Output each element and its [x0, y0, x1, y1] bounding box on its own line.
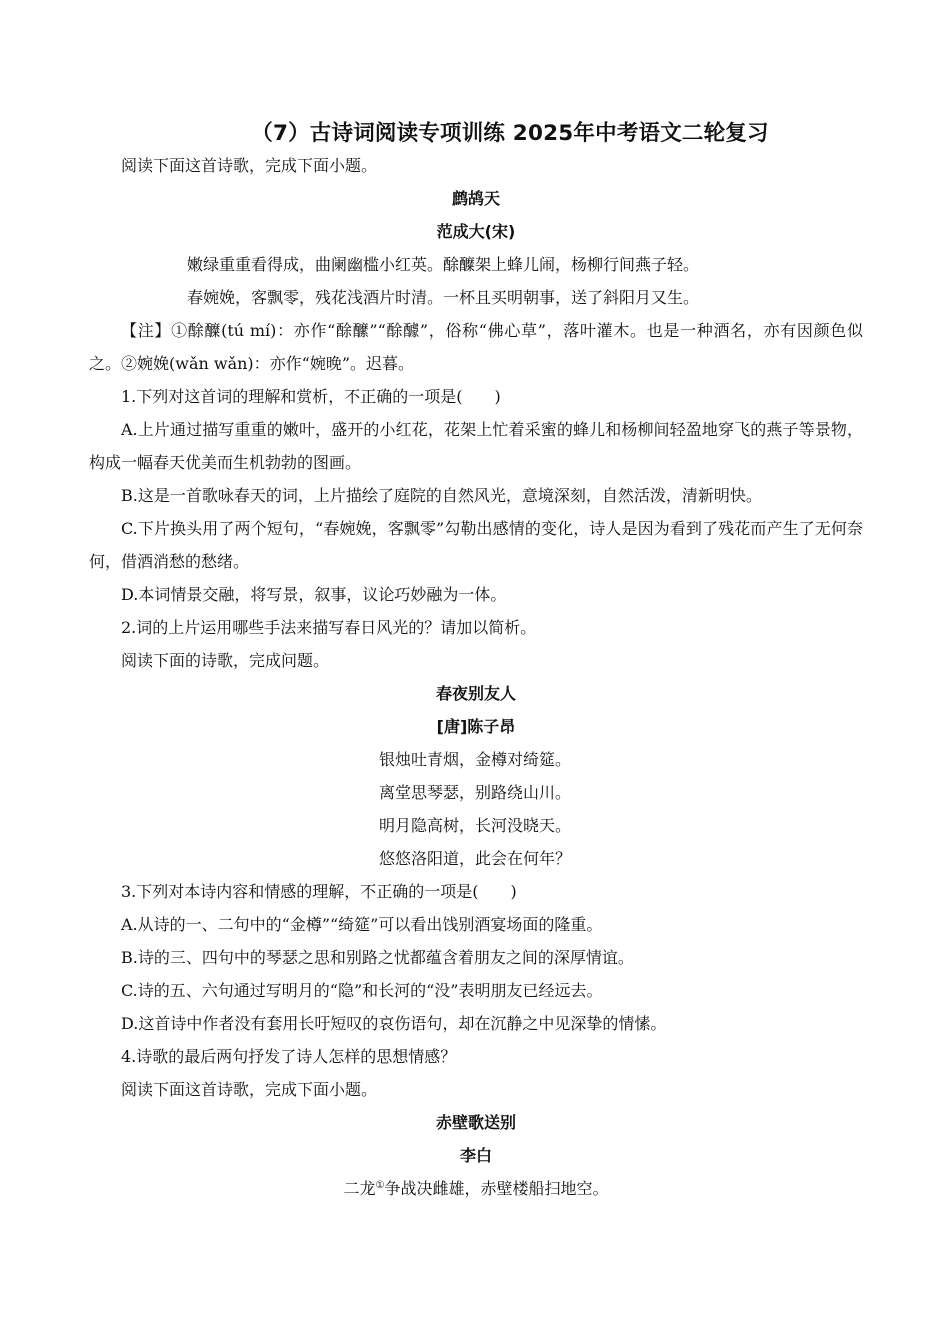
section1-intro: 阅读下面这首诗歌，完成下面小题。: [121, 156, 378, 175]
q1-option-d: D.本词情景交融，将写景，叙事，议论巧妙融为一体。: [121, 585, 507, 604]
footnote-marker: ①: [375, 1180, 385, 1191]
q3-option-a: A.从诗的一、二句中的“金樽”“绮筵”可以看出饯别酒宴场面的隆重。: [121, 915, 603, 934]
poem1-author: 范成大(宋): [436, 222, 516, 241]
poem1-title: 鹧鸪天: [451, 189, 500, 208]
question-2: 2.词的上片运用哪些手法来描写春日风光的？请加以简析。: [121, 618, 537, 637]
poem1-line: 春婉娩，客飘零，残花浅酒片时清。一杯且买明朝事，送了斜阳月又生。: [187, 288, 700, 307]
q3-option-d: D.这首诗中作者没有套用长吁短叹的哀伤语句，却在沉静之中见深挚的情愫。: [121, 1014, 667, 1033]
section2-intro: 阅读下面的诗歌，完成问题。: [121, 651, 330, 670]
question-3: 3.下列对本诗内容和情感的理解，不正确的一项是( ): [121, 882, 517, 901]
q1-option-c: C.下片换头用了两个短句，“春婉娩，客飘零”勾勒出感情的变化，诗人是因为看到了残花而产生了无何奈何，借酒消愁的愁绪。: [89, 519, 863, 571]
poem3-line-start: 二龙: [343, 1179, 376, 1198]
q3-option-c: C.诗的五、六句通过写明月的“隐”和长河的“没”表明朋友已经远去。: [121, 981, 603, 1000]
poem1-line: 嫩绿重重看得成，曲阑幽槛小红英。酴醾架上蜂儿闹，杨柳行间燕子轻。: [187, 255, 700, 274]
poem2-author: [唐]陈子昂: [436, 717, 516, 736]
q1-option-a: A.上片通过描写重重的嫩叶，盛开的小红花，花架上忙着采蜜的蜂儿和杨柳间轻盈地穿飞的燕子等景物，构成一幅春天优美而生机勃勃的图画。: [89, 420, 863, 472]
document-body: [89, 149, 863, 1205]
poem2-line: 悠悠洛阳道，此会在何年？: [379, 849, 572, 868]
poem3-line-end: 争战决雌雄，赤壁楼船扫地空。: [384, 1179, 609, 1198]
poem2-title: 春夜别友人: [435, 684, 516, 703]
section3-intro: 阅读下面这首诗歌，完成下面小题。: [121, 1080, 378, 1099]
poem3-author: 李白: [459, 1146, 492, 1165]
poem2-line: 银烛吐青烟，金樽对绮筵。: [379, 750, 572, 769]
poem1-note: 【注】①酴醾(tú mí)：亦作“酴醿”“酴醵”，俗称“佛心草”，落叶灌木。也是一种酒名，亦有因颜色似之。②婉娩(wǎn wǎn)：亦作“婉晚”。迟暮。: [89, 321, 863, 373]
page-title: （7）古诗词阅读专项训练 2025年中考语文二轮复习: [251, 121, 769, 146]
question-1: 1.下列对这首词的理解和赏析，不正确的一项是( ): [121, 387, 501, 406]
q1-option-b: B.这是一首歌咏春天的词，上片描绘了庭院的自然风光，意境深刻，自然活泼，清新明快。: [121, 486, 762, 505]
poem3-title: 赤壁歌送别: [435, 1113, 516, 1132]
question-4: 4.诗歌的最后两句抒发了诗人怎样的思想情感？: [121, 1047, 457, 1066]
q3-option-b: B.诗的三、四句中的琴瑟之思和别路之忧都蕴含着朋友之间的深厚情谊。: [121, 948, 634, 967]
poem2-line: 明月隐高树，长河没晓天。: [379, 816, 572, 835]
poem2-line: 离堂思琴瑟，别路绕山川。: [379, 783, 572, 802]
poem3-line: [89, 1172, 863, 1205]
